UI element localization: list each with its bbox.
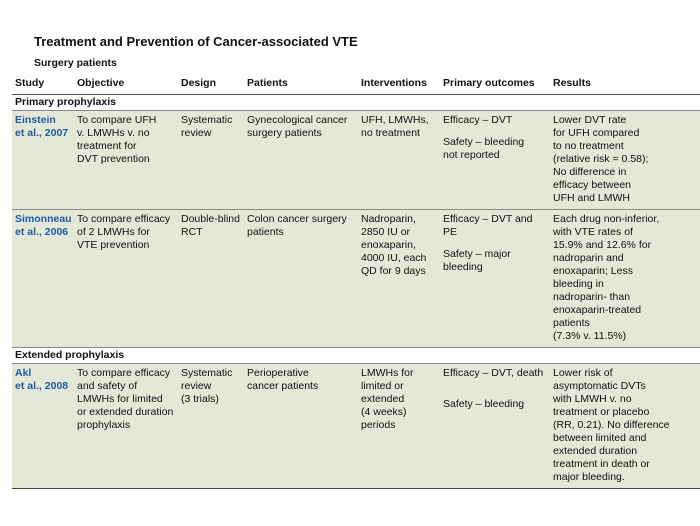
cell-patients <box>244 210 358 348</box>
cell-line: (3 trials) <box>181 393 219 405</box>
cell-line: Systematic <box>181 114 233 126</box>
cell-line: PE <box>443 226 458 238</box>
cell-line: To compare efficacy <box>77 213 171 225</box>
cell-line: treatment or placebo <box>553 406 650 418</box>
cell-line: periods <box>361 419 396 431</box>
cell-interventions <box>358 364 440 489</box>
cell-objective <box>74 210 178 348</box>
cell-line: RCT <box>181 226 203 238</box>
cell-line: Efficacy – DVT <box>443 114 513 126</box>
cell-line: LMWHs for limited <box>77 393 163 405</box>
cell-primary-outcomes <box>440 364 550 489</box>
cell-line: bleeding in <box>553 278 604 290</box>
cell-line: Efficacy – DVT and <box>443 213 533 225</box>
page-subtitle: Surgery patients <box>34 57 117 69</box>
cell-line: limited or <box>361 380 404 392</box>
cell-study <box>12 364 74 489</box>
cell-line: major bleeding. <box>553 471 625 483</box>
cell-line: nadroparin and <box>553 252 624 264</box>
cell-results <box>550 364 700 489</box>
section-row <box>12 348 700 364</box>
cell-interventions <box>358 111 440 210</box>
cell-primary-outcomes <box>440 111 550 210</box>
cell-line: (4 weeks) <box>361 406 407 418</box>
cell-line: with VTE rates of <box>553 226 633 238</box>
cell-line: no treatment <box>361 127 420 139</box>
header-results: Results <box>550 74 700 95</box>
cell-study <box>12 111 74 210</box>
cell-objective <box>74 111 178 210</box>
cell-line: Safety – bleeding <box>443 398 525 410</box>
section-label: Extended prophylaxis <box>12 348 700 364</box>
cell-line: Double-blind <box>181 213 240 225</box>
cell-line: et al., 2006 <box>15 226 69 238</box>
cell-line: enoxaparin-treated <box>553 304 642 316</box>
cell-line: Lower DVT rate <box>553 114 627 126</box>
cell-line: UFH and LMWH <box>553 192 631 204</box>
table-row <box>12 210 700 348</box>
cell-line: patients <box>247 226 284 238</box>
cell-line: UFH, LMWHs, <box>361 114 429 126</box>
cell-line: No difference in <box>553 166 627 178</box>
cell-line: To compare UFH <box>77 114 157 126</box>
cell-design <box>178 210 244 348</box>
cell-line: enoxaparin, <box>361 239 416 251</box>
cell-line: (relative risk = 0.58); <box>553 153 649 165</box>
cell-line: treatment for <box>77 140 137 152</box>
cell-line: review <box>181 127 212 139</box>
cell-line: (RR, 0.21). No difference <box>553 419 670 431</box>
cell-line: To compare efficacy <box>77 367 171 379</box>
cell-results <box>550 210 700 348</box>
cell-line: v. LMWHs v. no <box>77 127 150 139</box>
cell-line: et al., 2008 <box>15 380 69 392</box>
cell-line: Akl <box>15 367 32 379</box>
cell-design <box>178 111 244 210</box>
cell-line: Systematic <box>181 367 233 379</box>
cell-line: extended duration <box>553 445 638 457</box>
cell-line: or extended duration <box>77 406 174 418</box>
cell-line: LMWHs for <box>361 367 414 379</box>
cell-line: bleeding <box>443 261 483 273</box>
cell-line: Colon cancer surgery <box>247 213 347 225</box>
cell-line: patients <box>553 317 590 329</box>
header-patients: Patients <box>244 74 358 95</box>
cell-line: Each drug non-inferior, <box>553 213 660 225</box>
cell-line: DVT prevention <box>77 153 150 165</box>
cell-line: with LMWH v. no <box>553 393 632 405</box>
cell-primary-outcomes <box>440 210 550 348</box>
cell-line: Gynecological cancer <box>247 114 348 126</box>
cell-line: and safety of <box>77 380 138 392</box>
cell-line: Safety – major <box>443 248 511 260</box>
table-row <box>12 364 700 489</box>
cell-line: enoxaparin; Less <box>553 265 633 277</box>
cell-line: et al., 2007 <box>15 127 69 139</box>
cell-line: VTE prevention <box>77 239 150 251</box>
cell-line: 15.9% and 12.6% for <box>553 239 652 251</box>
header-study: Study <box>12 74 74 95</box>
cell-line: review <box>181 380 212 392</box>
cell-line: for UFH compared <box>553 127 640 139</box>
header-objective: Objective <box>74 74 178 95</box>
cell-line: cancer patients <box>247 380 319 392</box>
cell-line: 2850 IU or <box>361 226 411 238</box>
cell-line: (7.3% v. 11.5%) <box>553 330 627 342</box>
cell-line: surgery patients <box>247 127 322 139</box>
cell-line: Simonneau <box>15 213 72 225</box>
cell-line: of 2 LMWHs for <box>77 226 150 238</box>
cell-line: extended <box>361 393 405 405</box>
header-design: Design <box>178 74 244 95</box>
cell-line: prophylaxis <box>77 419 131 431</box>
cell-line: Lower risk of <box>553 367 613 379</box>
cell-design <box>178 364 244 489</box>
cell-line: nadroparin- than <box>553 291 631 303</box>
table-row <box>12 111 700 210</box>
cell-line: Efficacy – DVT, death <box>443 367 544 379</box>
header-interventions: Interventions <box>358 74 440 95</box>
cell-line: asymptomatic DVTs <box>553 380 646 392</box>
cell-objective <box>74 364 178 489</box>
cell-line: not reported <box>443 149 500 161</box>
page-title: Treatment and Prevention of Cancer-associated VTE <box>34 34 358 49</box>
cell-line: Safety – bleeding <box>443 136 525 148</box>
cell-line: efficacy between <box>553 179 632 191</box>
cell-line: treatment in death or <box>553 458 650 470</box>
cell-line: to no treatment <box>553 140 624 152</box>
cell-line: between limited and <box>553 432 647 444</box>
header-primary-outcomes: Primary outcomes <box>440 74 550 95</box>
cell-study <box>12 210 74 348</box>
cell-patients <box>244 111 358 210</box>
cell-line: Einstein <box>15 114 56 126</box>
cell-interventions <box>358 210 440 348</box>
cell-line: Perioperative <box>247 367 309 379</box>
cell-patients <box>244 364 358 489</box>
section-row <box>12 95 700 111</box>
vte-table <box>12 74 700 489</box>
section-label: Primary prophylaxis <box>12 95 700 111</box>
cell-line: QD for 9 days <box>361 265 426 277</box>
header-row <box>12 74 700 95</box>
cell-results <box>550 111 700 210</box>
cell-line: Nadroparin, <box>361 213 416 225</box>
cell-line: 4000 IU, each <box>361 252 427 264</box>
